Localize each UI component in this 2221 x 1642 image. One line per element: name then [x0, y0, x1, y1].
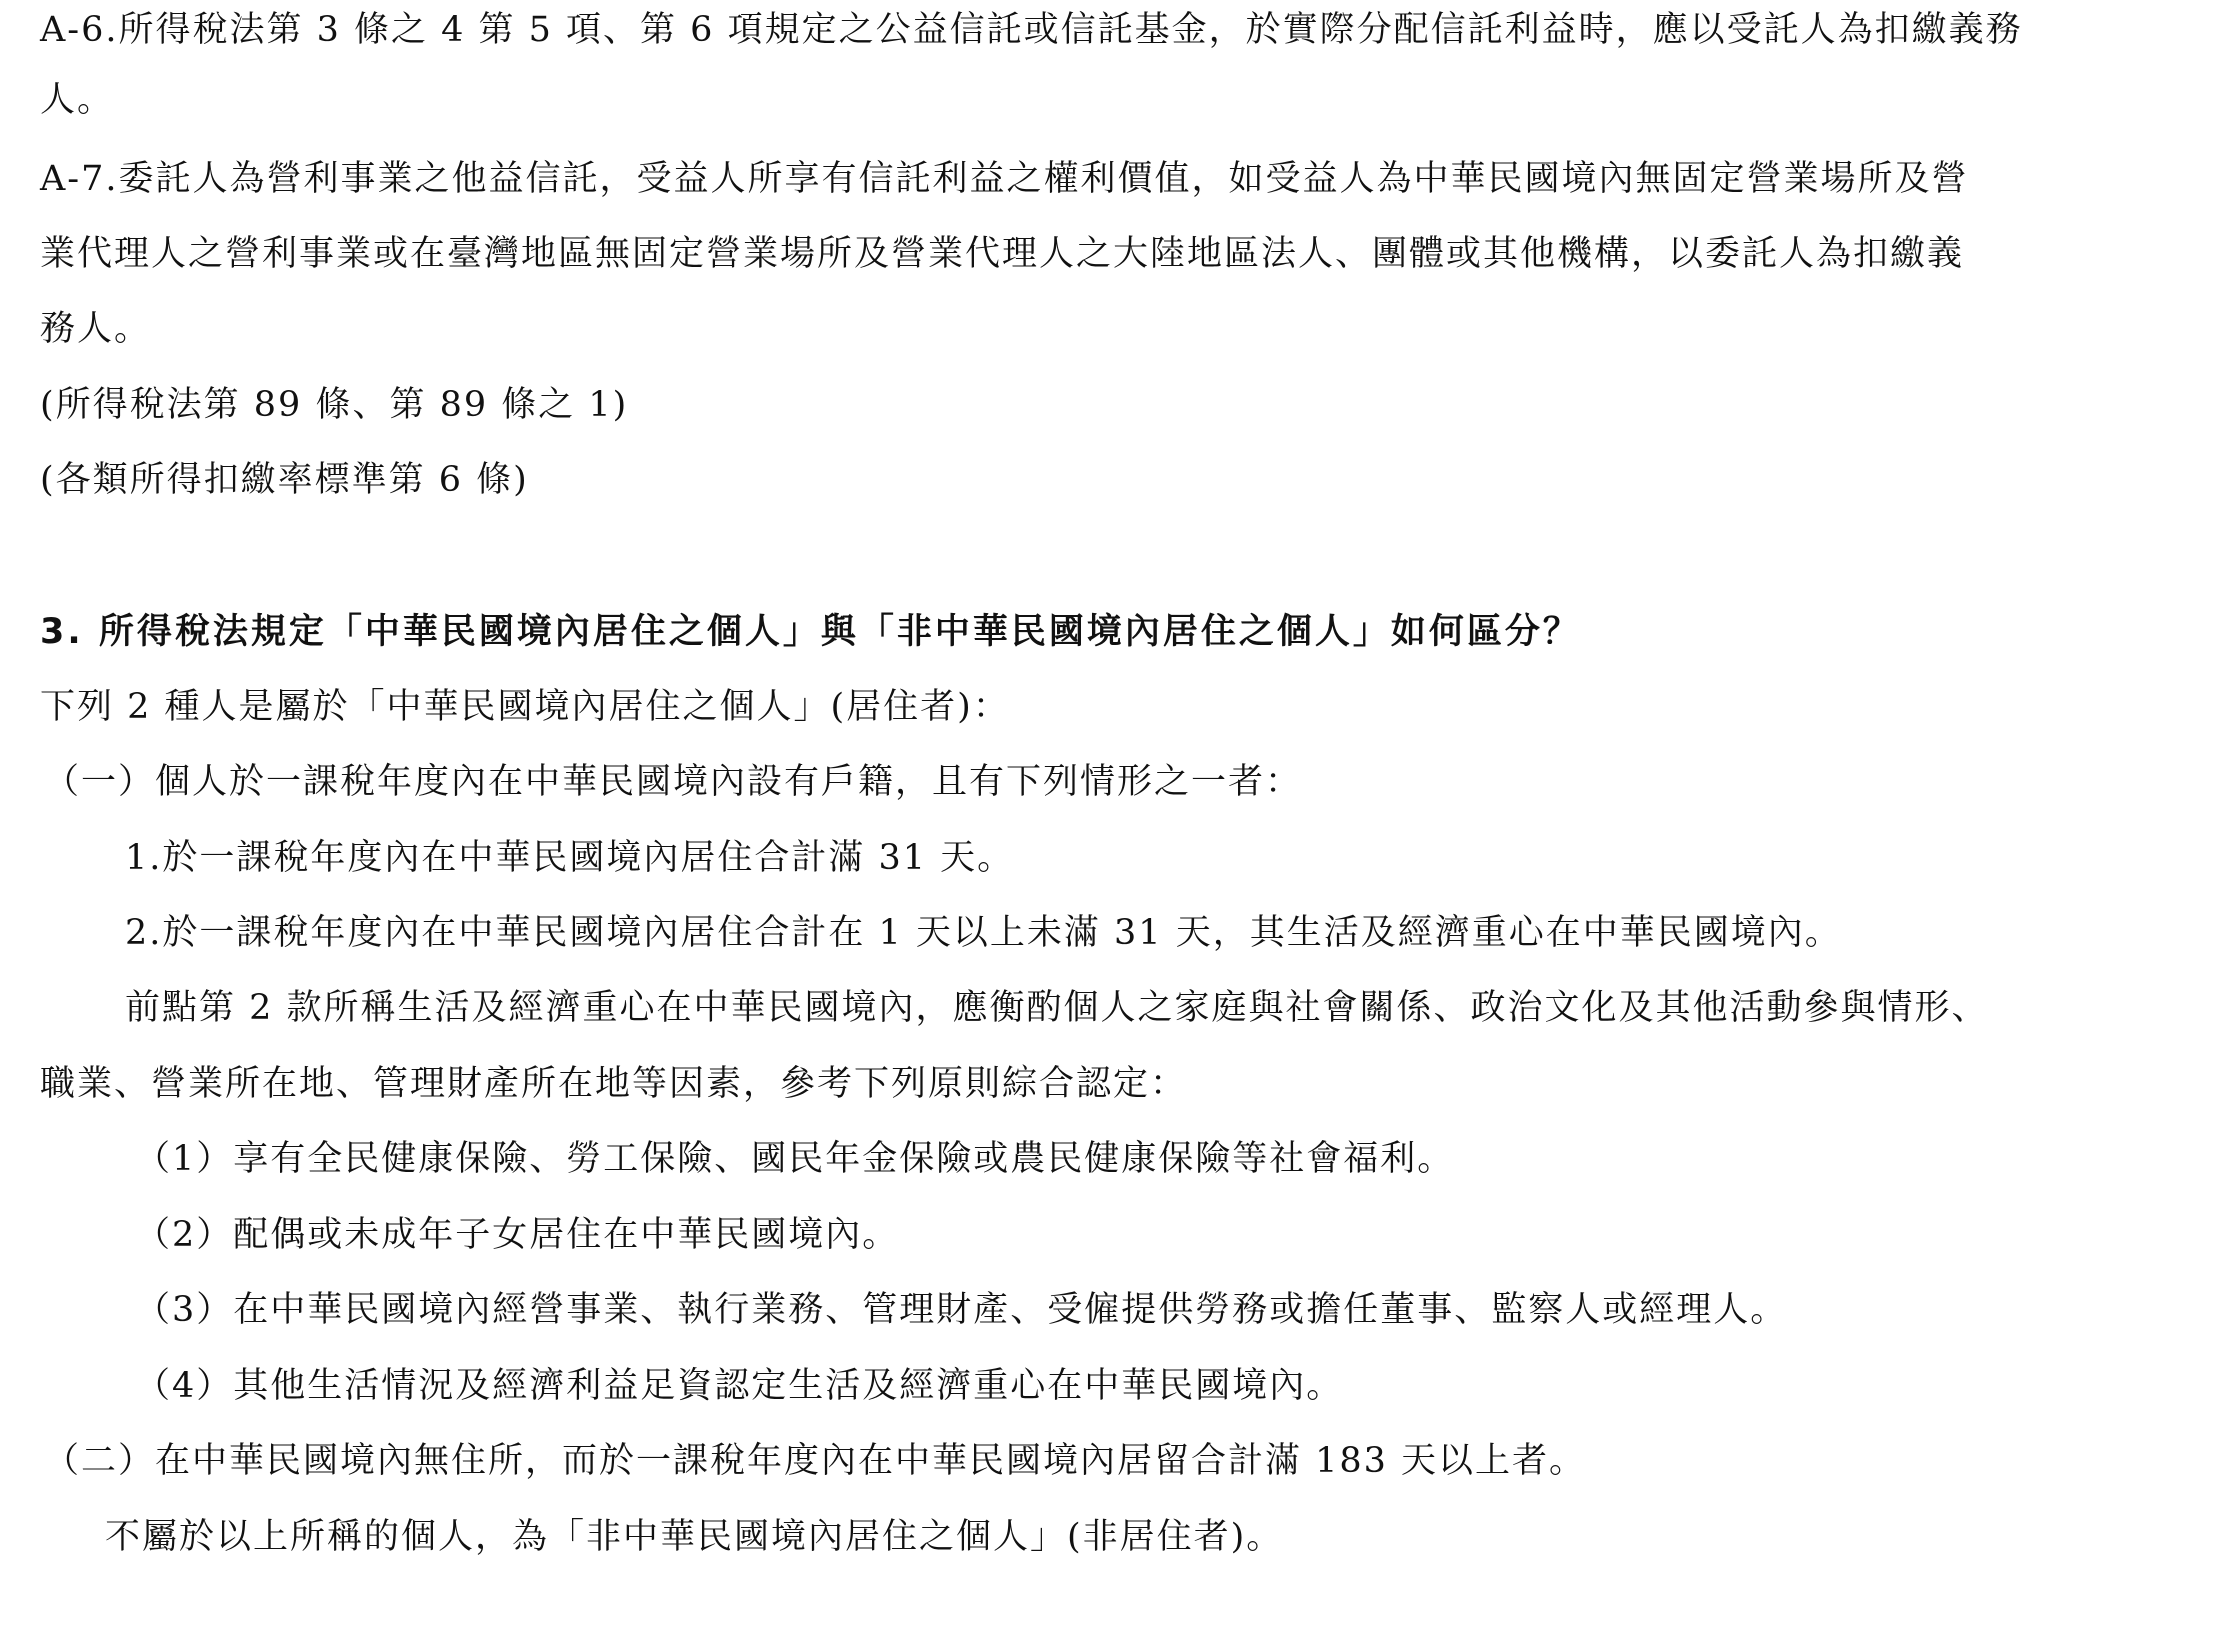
section-3-heading: 3. 所得稅法規定「中華民國境內居住之個人」與「非中華民國境內居住之個人」如何區分？ [40, 612, 1581, 652]
principle-3: （3）在中華民國境內經營事業、執行業務、管理財產、受僱提供勞務或擔任董事、監察人或經理人。 [135, 1290, 1788, 1330]
reference-line-1: (所得稅法第 89 條、第 89 條之 1) [40, 385, 629, 425]
closing-line: 不屬於以上所稱的個人，為「非中華民國境內居住之個人」(非居住者)。 [105, 1517, 1284, 1557]
principle-1: （1）享有全民健康保險、勞工保險、國民年金保險或農民健康保險等社會福利。 [135, 1139, 1455, 1179]
section-3-intro: 下列 2 種人是屬於「中華民國境內居住之個人」(居住者)： [40, 687, 1010, 727]
note-line-2: 職業、營業所在地、管理財產所在地等因素，參考下列原則綜合認定： [40, 1064, 1188, 1104]
a7-line-1: A-7.委託人為營利事業之他益信託，受益人所享有信託利益之權利價值，如受益人為中華民國境內無固定營業場所及營 [40, 159, 1969, 199]
a6-line-1: A-6.所得稅法第 3 條之 4 第 5 項、第 6 項規定之公益信託或信託基金，於實際分配信託利益時，應以受託人為扣繳義務 [40, 10, 2023, 50]
item-1-1: 1.於一課稅年度內在中華民國境內居住合計滿 31 天。 [125, 838, 1015, 878]
item-2: （二）在中華民國境內無住所，而於一課稅年度內在中華民國境內居留合計滿 183 天以上者。 [44, 1441, 1587, 1481]
note-line-1: 前點第 2 款所稱生活及經濟重心在中華民國境內，應衡酌個人之家庭與社會關係、政治文化及其他活動參與情形、 [125, 988, 1989, 1028]
a7-line-2: 業代理人之營利事業或在臺灣地區無固定營業場所及營業代理人之大陸地區法人、團體或其他機構，以委託人為扣繳義 [40, 234, 1965, 274]
a7-line-3: 務人。 [40, 309, 152, 349]
item-1-2: 2.於一課稅年度內在中華民國境內居住合計在 1 天以上未滿 31 天，其生活及經濟重心在中華民國境內。 [125, 913, 1842, 953]
reference-line-2: (各類所得扣繳率標準第 6 條) [40, 460, 529, 500]
item-1: （一）個人於一課稅年度內在中華民國境內設有戶籍，且有下列情形之一者： [44, 762, 1303, 802]
a6-line-2: 人。 [40, 80, 115, 120]
principle-2: （2）配偶或未成年子女居住在中華民國境內。 [135, 1215, 900, 1255]
principle-4: （4）其他生活情況及經濟利益足資認定生活及經濟重心在中華民國境內。 [135, 1366, 1344, 1406]
